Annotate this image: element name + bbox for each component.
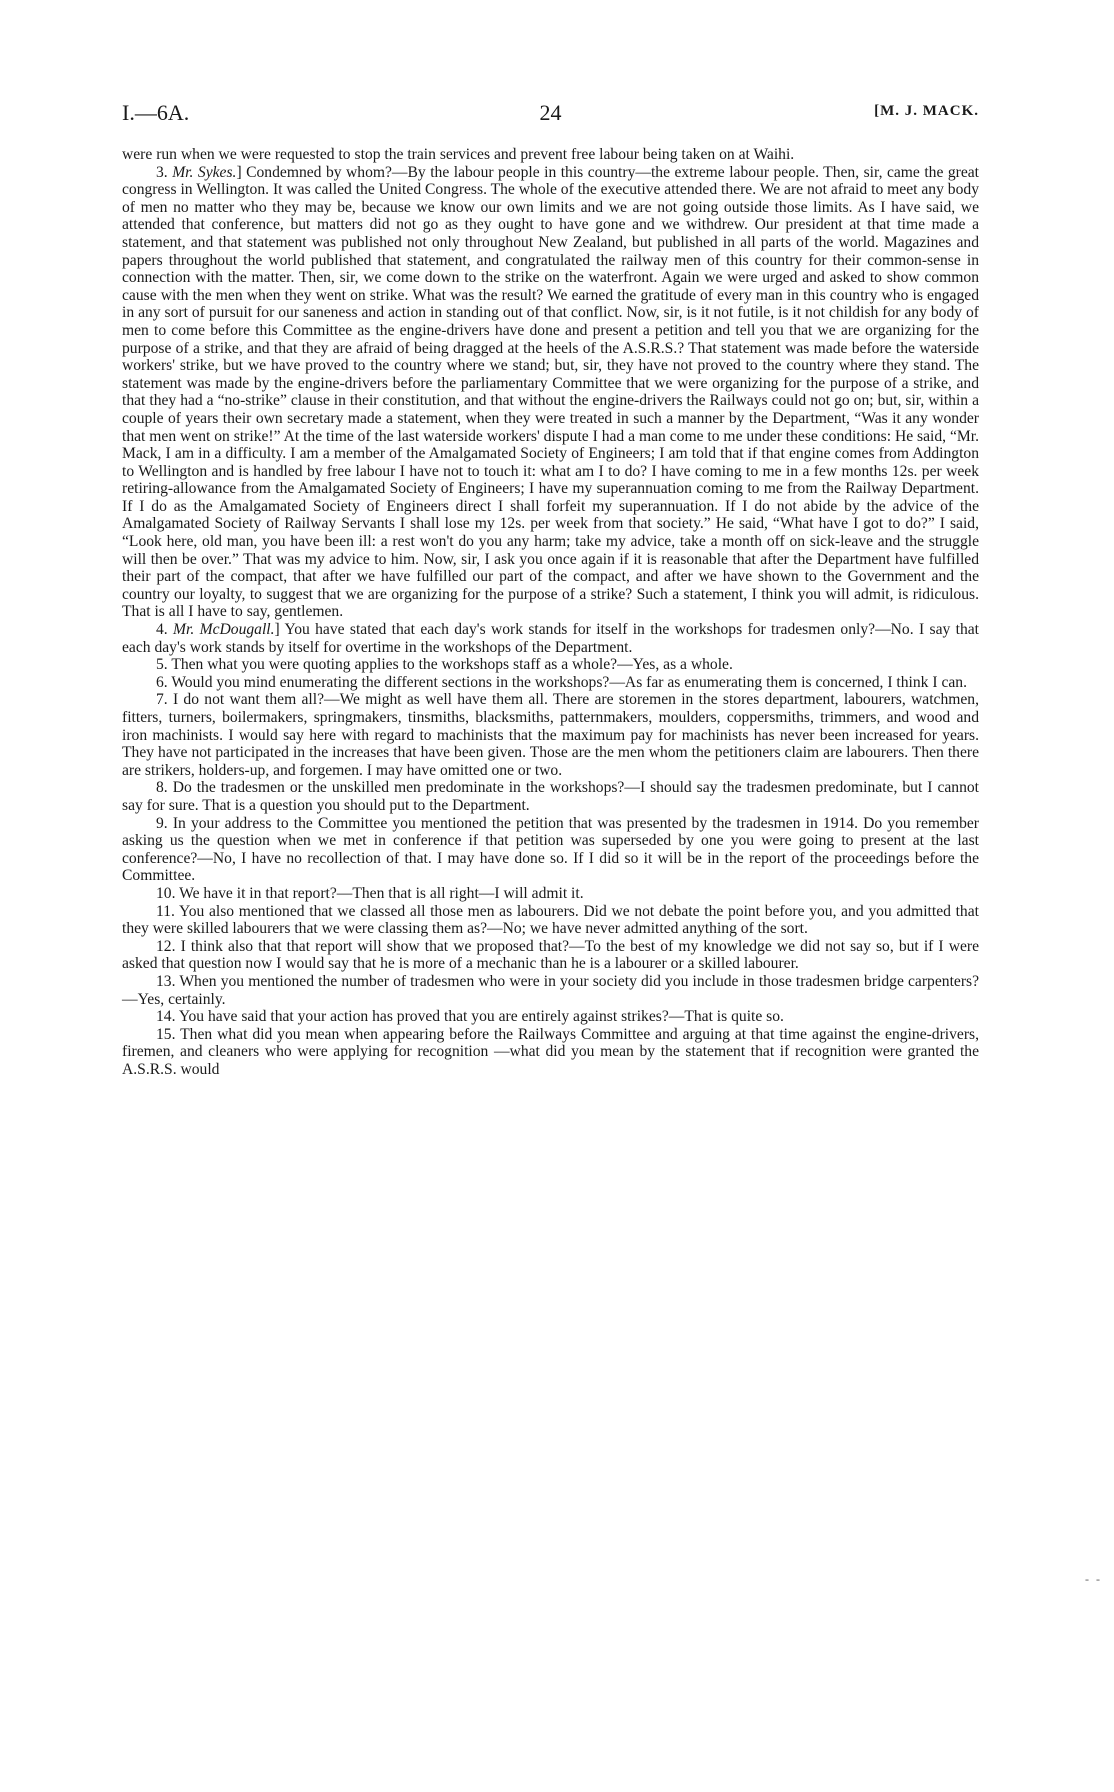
- margin-mark: - -: [1085, 1572, 1102, 1586]
- question-paragraph: [122, 1026, 979, 1079]
- question-paragraph: [122, 973, 979, 1008]
- question-number: 4.: [156, 621, 174, 639]
- question-paragraph: [122, 779, 979, 814]
- question-number: 14.: [156, 1008, 179, 1026]
- question-number: 13.: [156, 972, 180, 990]
- question-paragraph: [122, 938, 979, 973]
- document-body: [122, 146, 979, 1078]
- paragraph-text: In your address to the Committee you mentioned the petition that was presented by the tradesmen in 1914. Do you remember asking us the question when we met in conference if that petition was superseded by one you were going to present at the last conference?—No, I have no recollection of that. I may have done so. If I did so it will be in the report of the proceedings before the Committee.: [122, 814, 980, 885]
- question-paragraph: [122, 621, 979, 656]
- question-number: 7.: [156, 691, 173, 709]
- page-number: 24: [539, 100, 562, 125]
- question-number: 12.: [156, 937, 181, 955]
- question-number: 9.: [156, 814, 173, 832]
- paragraph-text: Then what did you mean when appearing before the Railways Committee and arguing at that time against the engine-drivers, firemen, and cleaners who were applying for recognition —what did you mean by the statement that if recognition were granted the A.S.R.S. would: [122, 1025, 980, 1078]
- paragraph-text: When you mentioned the number of tradesmen who were in your society did you include in those tradesmen bridge carpenters?—Yes, certainly.: [122, 972, 980, 1008]
- question-paragraph: [122, 903, 979, 938]
- question-paragraph: [122, 656, 979, 674]
- witness-name: [M. J. MACK.: [874, 103, 979, 119]
- speaker-name: Mr. McDougall.: [173, 621, 275, 639]
- question-paragraph: [122, 164, 979, 621]
- paragraph-text: Would you mind enumerating the different sections in the workshops?—As far as enumerating them is concerned, I think I can.: [171, 673, 968, 691]
- paragraph-text: Then what you were quoting applies to the workshops staff as a whole?—Yes, as a whole.: [171, 656, 733, 674]
- question-paragraph: [122, 674, 979, 692]
- question-number: 5.: [156, 656, 172, 674]
- continued-paragraph: [122, 146, 979, 164]
- paragraph-text: We have it in that report?—Then that is all right—I will admit it.: [179, 884, 584, 902]
- question-paragraph: [122, 885, 979, 903]
- question-number: 15.: [156, 1025, 181, 1043]
- paragraph-text: were run when we were requested to stop the train services and prevent free labour being taken on at Waihi.: [122, 146, 795, 163]
- paragraph-text: I think also that that report will show that we proposed that?—To the best of my knowledge we did not say so, but if I were asked that question now I would say that he is more of a mechanic than he is a labourer or a skilled labourer.: [122, 937, 980, 973]
- question-number: 10.: [156, 884, 180, 902]
- question-paragraph: [122, 691, 979, 779]
- page-header: [122, 100, 979, 146]
- question-number: 6.: [156, 673, 172, 691]
- question-number: 11.: [156, 902, 179, 920]
- paragraph-text: I do not want them all?—We might as well have them all. There are storemen in the stores department, labourers, watchmen, fitters, turners, boilermakers, springmakers, tinsmiths, blacksmiths, patternmakers, moulders, coppersmiths, trimmers, and wood and iron machinists. I would say here with regard to machinists that the maximum pay for machinists has never been increased for years. They have not participated in the increases that have been given. Those are the men whom the petitioners claim are labourers. Then there are strikers, holders-up, and forgemen. I may have omitted one or two.: [122, 691, 980, 779]
- question-paragraph: [122, 1008, 979, 1026]
- paragraph-text: You also mentioned that we classed all those men as labourers. Did we not debate the point before you, and you admitted that they were skilled labourers that we were classing them as?—No; we have never admitted anything of the sort.: [122, 902, 979, 938]
- document-reference: I.—6A.: [122, 100, 190, 125]
- question-number: 3.: [156, 163, 173, 181]
- speaker-name: Mr. Sykes.: [172, 163, 237, 181]
- paragraph-text: You have said that your action has proved that you are entirely against strikes?—That is quite so.: [178, 1008, 784, 1026]
- question-number: 8.: [156, 779, 173, 797]
- paragraph-text: ] You have stated that each day's work stands for itself in the workshops for tradesmen only?—No. I say that each day's work stands by itself for overtime in the workshops of the Department.: [122, 621, 980, 656]
- document-page: [122, 100, 979, 1078]
- paragraph-text: Do the tradesmen or the unskilled men predominate in the workshops?—I should say the tradesmen predominate, but I cannot say for sure. That is a question you should put to the Department.: [122, 779, 980, 814]
- paragraph-text: ] Condemned by whom?—By the labour people in this country—the extreme labour people. Then, sir, came the great congress in Wellington. It was called the United Congress. The whole of the executive attended there. We are not afraid to meet any body of men no matter who they may be, because we know our own limits and we are not going outside those limits. As I have said, we attended that conference, but matters did not go as they ought to have gone and we withdrew. Our president at that time made a statement, and that statement was published not only throughout New Zealand, but published in all parts of the world. Magazines and papers throughout the world published that statement, and congratulated the railway men of this country for their common-sense in connection with the matter. Then, sir, we come down to the strike on the waterfront. Again we were urged and asked to show common cause with the men when they went on strike. What was the result? We earned the gratitude of every man in this country who is engaged in any sort of pursuit for our saneness and action in standing out of that conflict. Now, sir, is it not futile, is it not childish for any body of men to come before this Committee as the engine-drivers have done and present a petition and tell you that we are organizing for the purpose of a strike, and that they are afraid of being dragged at the heels of the A.S.R.S.? That statement was made before the waterside workers' strike, but we have proved to the country where we stand; but, sir, they have not proved to the country where they stand. The statement was made by the engine-drivers before the parliamentary Committee that we were organizing for the purpose of a strike, and that they had a “no-strike” clause in their constitution, and that without the engine-drivers the Railways could not go on; but, sir, within a couple of years their own secretary made a statement, when they were treated in such a manner by the Department, “Was it any wonder that men went on strike!” At the time of the last waterside workers' dispute I had a man come to me under these conditions: He said, “Mr. Mack, I am in a difficulty. I am a member of the Amalgamated Society of Engineers; I am told that if that engine comes from Addington to Wellington and is handled by free labour I have not to touch it: what am I to do? I have coming to me in a few months 12s. per week retiring-allowance from the Amalgamated Society of Engineers; I have my superannuation coming to me from the Railway Department. If I do as the Amalgamated Society of Engineers direct I shall forfeit my superannuation. If I do not abide by the advice of the Amalgamated Society of Railway Servants I shall lose my 12s. per week from that society.” He said, “What have I got to do?” I said, “Look here, old man, you have been ill: a rest won't do you any harm; take my advice, take a month off on sick-leave and the struggle will then be over.” That was my advice to him. Now, sir, I ask you once again if it is reasonable that after the Department have fulfilled their part of the compact, that after we have fulfilled our part of the compact, and after we have shown to the Government and the country our loyalty, to suggest that we are organizing for the purpose of a strike? Such a statement, I think you will admit, is ridiculous. That is all I have to say, gentlemen.: [122, 163, 980, 621]
- question-paragraph: [122, 815, 979, 885]
